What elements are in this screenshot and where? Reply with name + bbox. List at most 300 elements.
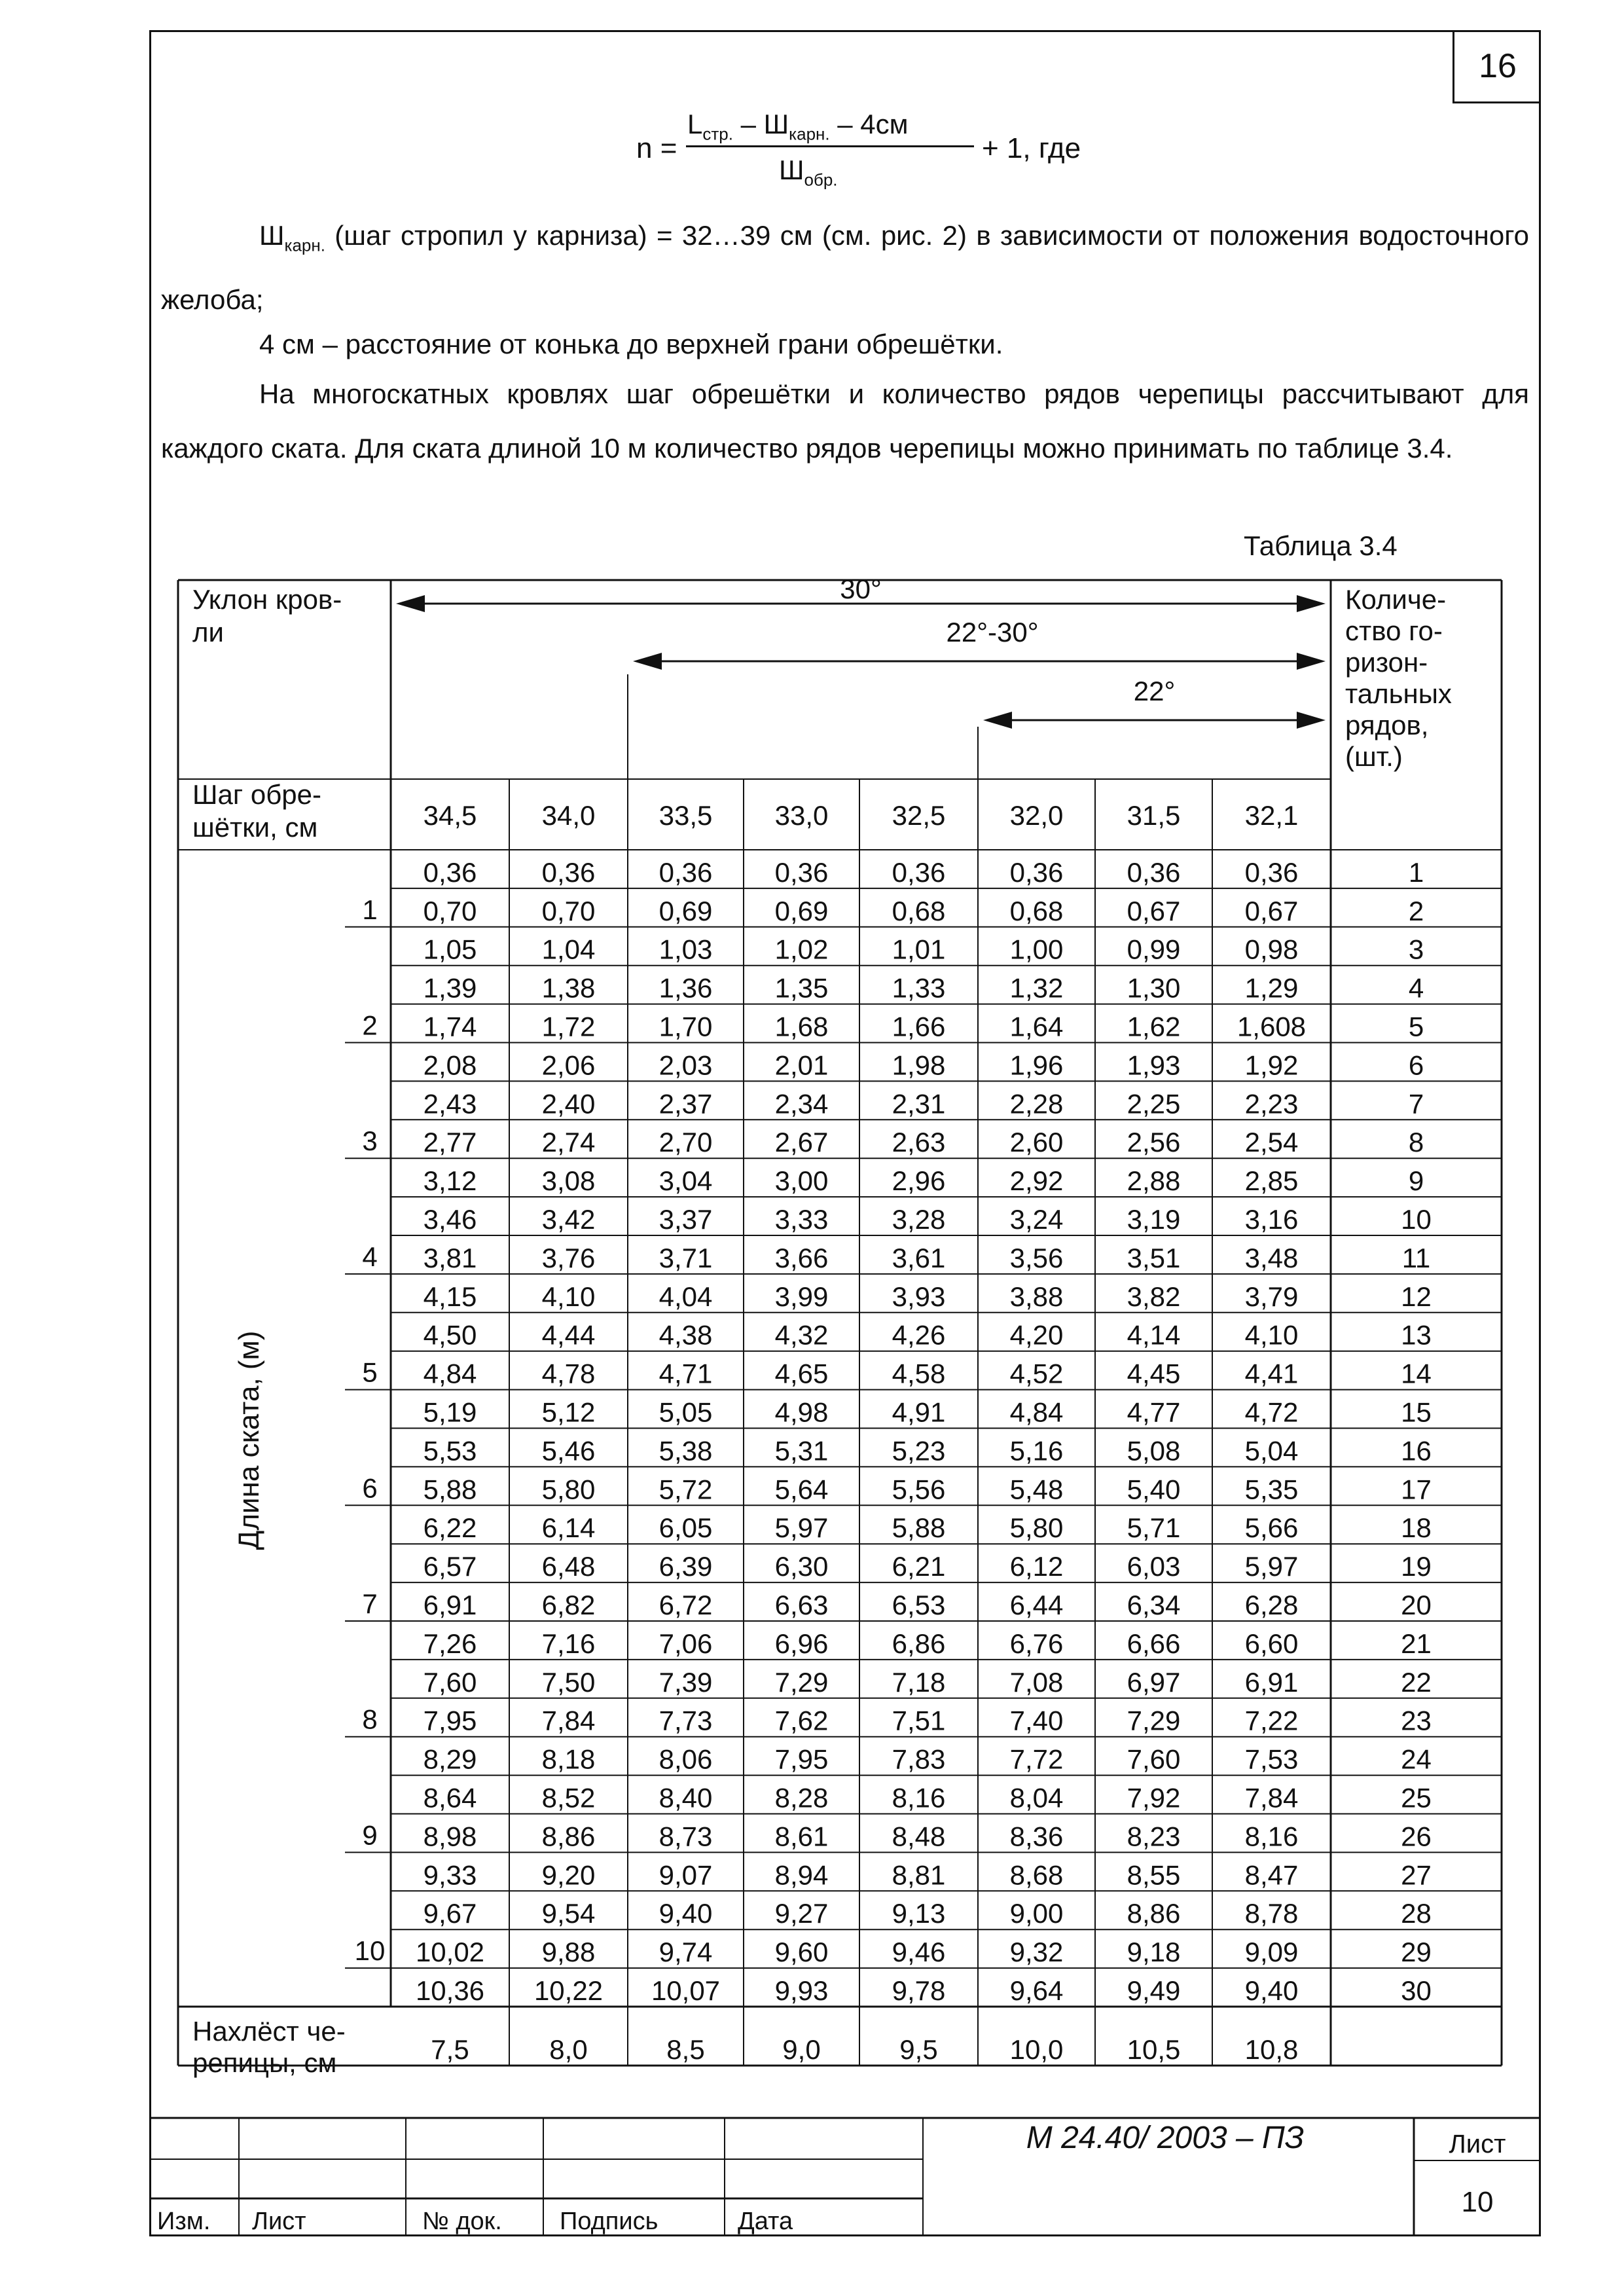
row-value: 2,23: [1244, 1088, 1299, 1120]
row-value: 1,93: [1127, 1049, 1181, 1081]
row-value: 2,88: [1127, 1165, 1181, 1197]
row-value: 1,62: [1127, 1011, 1181, 1042]
table-caption: Таблица 3.4: [1244, 530, 1398, 561]
step-label: Шаг обре-: [192, 779, 321, 810]
row-count: 17: [1401, 1474, 1432, 1505]
row-value: 4,84: [1009, 1396, 1064, 1428]
row-value: 0,36: [659, 856, 713, 888]
row-value: 8,94: [774, 1859, 829, 1891]
overlap-value: 7,5: [431, 2034, 469, 2065]
row-value: 4,14: [1127, 1319, 1181, 1351]
row-value: 8,18: [541, 1743, 596, 1775]
row-value: 6,12: [1009, 1551, 1064, 1582]
row-value: 7,26: [423, 1628, 477, 1659]
row-value: 1,70: [659, 1011, 713, 1042]
row-value: 5,23: [892, 1435, 946, 1467]
row-value: 9,74: [659, 1937, 713, 1968]
row-value: 8,86: [1127, 1898, 1181, 1929]
row-value: 6,03: [1127, 1551, 1181, 1582]
row-value: 6,57: [423, 1551, 477, 1582]
row-value: 1,05: [423, 934, 477, 965]
row-value: 4,72: [1244, 1396, 1299, 1428]
count-header: ризон-: [1345, 647, 1428, 678]
row-value: 1,03: [659, 934, 713, 965]
row-value: 4,98: [774, 1396, 829, 1428]
row-value: 1,74: [423, 1011, 477, 1042]
row-value: 6,28: [1244, 1590, 1299, 1620]
row-value: 9,49: [1127, 1975, 1181, 2006]
row-value: 0,68: [1009, 895, 1064, 926]
row-value: 0,36: [1244, 856, 1299, 888]
row-value: 5,97: [1244, 1551, 1299, 1582]
length-axis-label: Длина ската, (м): [233, 1330, 265, 1550]
row-value: 3,19: [1127, 1204, 1181, 1235]
row-value: 0,68: [892, 895, 946, 926]
meter-label: 6: [362, 1472, 378, 1504]
row-value: 6,60: [1244, 1628, 1299, 1659]
row-value: 6,96: [774, 1628, 829, 1659]
formula-denominator: $Ш_{обр.}$: [779, 155, 838, 190]
row-count: 21: [1401, 1628, 1432, 1659]
row-value: 5,31: [774, 1435, 829, 1467]
row-value: 2,40: [541, 1088, 596, 1120]
row-value: 9,32: [1009, 1937, 1064, 1968]
meter-label: 4: [362, 1241, 378, 1272]
row-count: 23: [1401, 1705, 1432, 1736]
row-value: 8,68: [1009, 1859, 1064, 1891]
overlap-value: 9,0: [782, 2034, 821, 2065]
row-value: 7,51: [892, 1705, 946, 1736]
meter-label: 2: [362, 1010, 378, 1041]
row-value: 5,80: [1009, 1512, 1064, 1544]
row-value: 2,34: [774, 1088, 829, 1120]
arrow-30-left-head: [396, 595, 425, 612]
row-value: 4,84: [423, 1358, 477, 1389]
row-value: 0,98: [1244, 934, 1299, 965]
row-value: 3,93: [892, 1281, 946, 1312]
row-value: 9,20: [541, 1859, 596, 1891]
overlap-value: 8,5: [666, 2034, 705, 2065]
row-value: 5,40: [1127, 1474, 1181, 1505]
row-value: 6,44: [1009, 1590, 1064, 1620]
step-value: 34,5: [423, 800, 477, 831]
row-value: 10,02: [415, 1937, 485, 1968]
row-value: 5,53: [423, 1435, 477, 1467]
meter-label: 1: [362, 894, 378, 925]
step-value: 33,0: [774, 800, 829, 831]
row-value: 6,48: [541, 1551, 596, 1582]
meter-label: 7: [362, 1588, 378, 1619]
row-value: 8,98: [423, 1821, 477, 1852]
row-value: 3,82: [1127, 1281, 1181, 1312]
row-value: 3,51: [1127, 1242, 1181, 1273]
row-value: 5,12: [541, 1396, 596, 1428]
row-value: 3,28: [892, 1204, 946, 1235]
row-value: 4,91: [892, 1396, 946, 1428]
row-value: 1,66: [892, 1011, 946, 1042]
row-value: 9,33: [423, 1859, 477, 1891]
row-value: 6,39: [659, 1551, 713, 1582]
row-value: 6,66: [1127, 1628, 1181, 1659]
row-value: 4,58: [892, 1358, 946, 1389]
overlap-label: репицы, см: [192, 2047, 337, 2078]
row-value: 7,92: [1127, 1782, 1181, 1813]
row-value: 6,14: [541, 1512, 596, 1544]
row-count: 10: [1401, 1204, 1432, 1235]
row-value: 2,54: [1244, 1127, 1299, 1158]
overlap-label: Нахлёст че-: [192, 2016, 346, 2047]
row-value: 4,45: [1127, 1358, 1181, 1389]
row-value: 6,86: [892, 1628, 946, 1659]
row-value: 6,34: [1127, 1590, 1181, 1620]
overlap-value: 9,5: [899, 2034, 938, 2065]
count-header: ство го-: [1345, 615, 1443, 646]
row-value: 1,39: [423, 972, 477, 1004]
row-value: 6,72: [659, 1590, 713, 1620]
row-value: 10,36: [415, 1975, 485, 2006]
row-value: 7,29: [774, 1666, 829, 1698]
signature-label: Подпись: [560, 2208, 659, 2235]
row-value: 7,18: [892, 1666, 946, 1698]
row-value: 0,70: [423, 895, 477, 926]
row-value: 5,97: [774, 1512, 829, 1544]
row-count: 8: [1408, 1127, 1424, 1158]
formula-tail: + 1, где: [982, 132, 1081, 164]
row-value: 7,60: [423, 1666, 477, 1698]
row-value: 5,80: [541, 1474, 596, 1505]
row-value: 7,29: [1127, 1705, 1181, 1736]
row-value: 9,09: [1244, 1937, 1299, 1968]
row-value: 2,77: [423, 1127, 477, 1158]
row-value: 4,38: [659, 1319, 713, 1351]
step-value: 32,0: [1009, 800, 1064, 831]
row-value: 7,84: [541, 1705, 596, 1736]
row-value: 1,96: [1009, 1049, 1064, 1081]
row-value: 3,46: [423, 1204, 477, 1235]
row-value: 2,56: [1127, 1127, 1181, 1158]
row-value: 1,36: [659, 972, 713, 1004]
row-value: 7,22: [1244, 1705, 1299, 1736]
row-value: 6,91: [1244, 1666, 1299, 1698]
row-value: 6,21: [892, 1551, 946, 1582]
row-value: 2,06: [541, 1049, 596, 1081]
row-value: 0,69: [659, 895, 713, 926]
row-count: 30: [1401, 1975, 1432, 2006]
row-value: 5,19: [423, 1396, 477, 1428]
row-value: 5,88: [423, 1474, 477, 1505]
sheet-value: 10: [1461, 2186, 1494, 2218]
row-value: 7,39: [659, 1666, 713, 1698]
row-value: 2,31: [892, 1088, 946, 1120]
row-value: 0,36: [1009, 856, 1064, 888]
meter-label: 5: [362, 1357, 378, 1388]
row-count: 20: [1401, 1590, 1432, 1620]
overlap-value: 10,5: [1127, 2034, 1181, 2065]
row-value: 5,46: [541, 1435, 596, 1467]
row-value: 2,96: [892, 1165, 946, 1197]
row-count: 24: [1401, 1743, 1432, 1775]
row-value: 7,16: [541, 1628, 596, 1659]
row-value: 3,16: [1244, 1204, 1299, 1235]
row-value: 8,52: [541, 1782, 596, 1813]
row-value: 7,95: [774, 1743, 829, 1775]
row-value: 2,70: [659, 1127, 713, 1158]
row-value: 4,44: [541, 1319, 596, 1351]
row-value: 7,06: [659, 1628, 713, 1659]
paragraph-3: На многоскатных кровлях шаг обрешётки и количество рядов черепицы рассчитывают для каждого ската. Для ската длиной 10 м количество рядов черепицы можно принимать по таблице 3.4.: [161, 378, 1529, 464]
row-value: 8,61: [774, 1821, 829, 1852]
row-value: 2,85: [1244, 1165, 1299, 1197]
row-value: 2,67: [774, 1127, 829, 1158]
arrow-22-30-right-head: [1297, 653, 1326, 670]
count-header: Количе-: [1345, 584, 1447, 615]
row-value: 5,64: [774, 1474, 829, 1505]
row-value: 5,71: [1127, 1512, 1181, 1544]
row-value: 10,07: [651, 1975, 721, 2006]
row-value: 9,40: [659, 1898, 713, 1929]
arrow-30-right-head: [1297, 595, 1326, 612]
row-value: 1,98: [892, 1049, 946, 1081]
row-count: 13: [1401, 1319, 1432, 1351]
row-value: 4,15: [423, 1281, 477, 1312]
arrow-22-label: 22°: [1133, 676, 1176, 706]
row-value: 10,22: [533, 1975, 604, 2006]
row-value: 6,05: [659, 1512, 713, 1544]
row-value: 5,05: [659, 1396, 713, 1428]
row-value: 8,64: [423, 1782, 477, 1813]
row-count: 6: [1408, 1049, 1424, 1081]
step-value: 32,1: [1244, 800, 1299, 831]
step-value: 31,5: [1127, 800, 1181, 831]
row-value: 1,04: [541, 934, 596, 965]
meter-label: 3: [362, 1125, 378, 1157]
row-value: 2,43: [423, 1088, 477, 1120]
row-count: 16: [1401, 1435, 1432, 1467]
row-value: 6,22: [423, 1512, 477, 1544]
row-value: 0,36: [774, 856, 829, 888]
row-value: 6,82: [541, 1590, 596, 1620]
row-value: 1,68: [774, 1011, 829, 1042]
row-value: 2,08: [423, 1049, 477, 1081]
row-value: 5,08: [1127, 1435, 1181, 1467]
row-value: 7,60: [1127, 1743, 1181, 1775]
arrow-22-left-head: [983, 712, 1012, 729]
row-count: 29: [1401, 1937, 1432, 1968]
row-value: 3,42: [541, 1204, 596, 1235]
document-code: М 24.40/ 2003 – ПЗ: [1026, 2121, 1305, 2155]
row-count: 9: [1408, 1165, 1424, 1197]
step-value: 34,0: [541, 800, 596, 831]
row-value: 4,50: [423, 1319, 477, 1351]
count-header: тальных: [1345, 678, 1452, 709]
row-value: 1,33: [892, 972, 946, 1004]
row-value: 7,08: [1009, 1666, 1064, 1698]
row-count: 4: [1408, 972, 1424, 1004]
row-value: 9,60: [774, 1937, 829, 1968]
row-value: 5,16: [1009, 1435, 1064, 1467]
row-value: 3,48: [1244, 1242, 1299, 1273]
row-value: 2,60: [1009, 1127, 1064, 1158]
row-value: 0,69: [774, 895, 829, 926]
row-value: 1,00: [1009, 934, 1064, 965]
row-value: 5,04: [1244, 1435, 1299, 1467]
row-value: 8,36: [1009, 1821, 1064, 1852]
row-value: 3,12: [423, 1165, 477, 1197]
row-value: 9,46: [892, 1937, 946, 1968]
row-value: 3,71: [659, 1242, 713, 1273]
row-value: 1,92: [1244, 1049, 1299, 1081]
row-value: 5,56: [892, 1474, 946, 1505]
row-value: 2,37: [659, 1088, 713, 1120]
date-label: Дата: [738, 2208, 793, 2235]
row-count: 5: [1408, 1011, 1424, 1042]
row-value: 3,00: [774, 1165, 829, 1197]
row-count: 2: [1408, 895, 1424, 926]
row-value: 6,53: [892, 1590, 946, 1620]
row-value: 1,72: [541, 1011, 596, 1042]
row-value: 8,78: [1244, 1898, 1299, 1929]
row-count: 18: [1401, 1512, 1432, 1544]
row-value: 5,88: [892, 1512, 946, 1544]
row-value: 4,77: [1127, 1396, 1181, 1428]
row-value: 8,06: [659, 1743, 713, 1775]
row-value: 9,78: [892, 1975, 946, 2006]
row-count: 25: [1401, 1782, 1432, 1813]
row-value: 0,99: [1127, 934, 1181, 965]
row-value: 2,28: [1009, 1088, 1064, 1120]
row-value: 7,40: [1009, 1705, 1064, 1736]
row-value: 3,08: [541, 1165, 596, 1197]
row-value: 8,28: [774, 1782, 829, 1813]
row-value: 8,86: [541, 1821, 596, 1852]
row-value: 9,27: [774, 1898, 829, 1929]
row-value: 1,35: [774, 972, 829, 1004]
row-value: 0,67: [1127, 895, 1181, 926]
row-value: 8,04: [1009, 1782, 1064, 1813]
row-value: 3,04: [659, 1165, 713, 1197]
sheet-number: 16: [1453, 30, 1541, 103]
row-value: 1,64: [1009, 1011, 1064, 1042]
sheet-label: Лист: [1449, 2130, 1506, 2159]
row-value: 9,67: [423, 1898, 477, 1929]
row-value: 6,97: [1127, 1666, 1181, 1698]
row-count: 12: [1401, 1281, 1432, 1312]
row-value: 7,50: [541, 1666, 596, 1698]
step-label: шётки, см: [192, 812, 318, 843]
meter-label: 10: [354, 1935, 386, 1967]
row-value: 7,83: [892, 1743, 946, 1775]
row-value: 1,29: [1244, 972, 1299, 1004]
row-value: 4,52: [1009, 1358, 1064, 1389]
count-header: (шт.): [1345, 741, 1403, 772]
row-count: 15: [1401, 1396, 1432, 1428]
row-count: 28: [1401, 1898, 1432, 1929]
row-count: 27: [1401, 1859, 1432, 1891]
row-value: 9,64: [1009, 1975, 1064, 2006]
arrow-30-label: 30°: [840, 574, 882, 604]
row-value: 6,91: [423, 1590, 477, 1620]
row-value: 4,10: [1244, 1319, 1299, 1351]
row-value: 8,16: [1244, 1821, 1299, 1852]
row-value: 5,38: [659, 1435, 713, 1467]
row-value: 3,88: [1009, 1281, 1064, 1312]
row-value: 9,54: [541, 1898, 596, 1929]
row-value: 9,88: [541, 1937, 596, 1968]
row-value: 7,84: [1244, 1782, 1299, 1813]
row-value: 4,26: [892, 1319, 946, 1351]
row-value: 3,66: [774, 1242, 829, 1273]
row-value: 9,93: [774, 1975, 829, 2006]
row-value: 8,47: [1244, 1859, 1299, 1891]
row-value: 8,40: [659, 1782, 713, 1813]
formula-numerator: $L_{стр.} - Ш_{карн.} - 4см$: [687, 109, 909, 144]
row-value: 8,29: [423, 1743, 477, 1775]
row-value: 4,41: [1244, 1358, 1299, 1389]
row-value: 9,13: [892, 1898, 946, 1929]
row-value: 8,16: [892, 1782, 946, 1813]
row-value: 3,33: [774, 1204, 829, 1235]
row-value: 7,95: [423, 1705, 477, 1736]
row-value: 7,62: [774, 1705, 829, 1736]
row-value: 1,30: [1127, 972, 1181, 1004]
row-value: 0,67: [1244, 895, 1299, 926]
slope-label: ли: [192, 617, 224, 647]
row-value: 7,72: [1009, 1743, 1064, 1775]
row-value: 5,66: [1244, 1512, 1299, 1544]
meter-label: 8: [362, 1704, 378, 1735]
row-value: 3,79: [1244, 1281, 1299, 1312]
row-value: 5,48: [1009, 1474, 1064, 1505]
row-value: 9,00: [1009, 1898, 1064, 1929]
row-value: 7,73: [659, 1705, 713, 1736]
count-header: рядов,: [1345, 710, 1429, 740]
row-value: 2,03: [659, 1049, 713, 1081]
row-value: 3,81: [423, 1242, 477, 1273]
row-value: 0,36: [423, 856, 477, 888]
row-value: 2,74: [541, 1127, 596, 1158]
row-value: 2,63: [892, 1127, 946, 1158]
row-value: 1,01: [892, 934, 946, 965]
row-value: 3,61: [892, 1242, 946, 1273]
row-value: 4,04: [659, 1281, 713, 1312]
slope-label: Уклон кров-: [192, 584, 342, 615]
formula-n: n =: [636, 132, 677, 164]
row-value: 8,73: [659, 1821, 713, 1852]
row-value: 4,32: [774, 1319, 829, 1351]
row-value: 4,71: [659, 1358, 713, 1389]
list-label: Лист: [252, 2208, 306, 2235]
row-value: 2,01: [774, 1049, 829, 1081]
row-count: 3: [1408, 934, 1424, 965]
row-count: 11: [1401, 1242, 1431, 1273]
meter-label: 9: [362, 1819, 378, 1851]
row-value: 2,25: [1127, 1088, 1181, 1120]
overlap-value: 10,8: [1244, 2034, 1299, 2065]
row-value: 3,37: [659, 1204, 713, 1235]
row-value: 9,40: [1244, 1975, 1299, 2006]
row-value: 6,30: [774, 1551, 829, 1582]
row-count: 19: [1401, 1551, 1432, 1582]
arrow-22-right-head: [1297, 712, 1326, 729]
row-count: 26: [1401, 1821, 1432, 1852]
paragraph-1: $Ш_{карн.}$ (шаг стропил у карниза) = 32…39 см (см. рис. 2) в зависимости от положения водосточного желоба;: [161, 220, 1529, 316]
row-count: 1: [1408, 856, 1424, 888]
row-value: 8,81: [892, 1859, 946, 1891]
row-value: 6,76: [1009, 1628, 1064, 1659]
row-value: 1,38: [541, 972, 596, 1004]
izm-label: Изм.: [157, 2208, 211, 2235]
row-value: 8,48: [892, 1821, 946, 1852]
